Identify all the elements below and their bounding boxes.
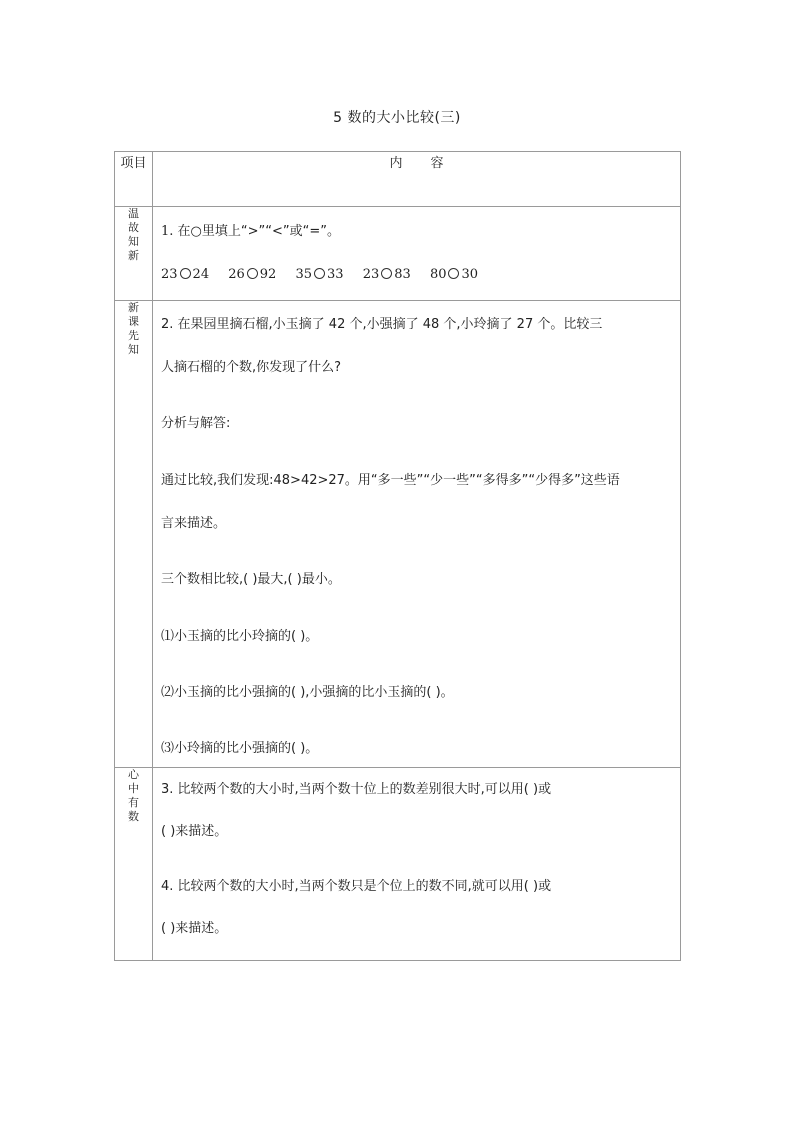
section-summary-content [153,768,681,961]
question-1-number: 1. [161,224,174,239]
section-summary-label [115,768,153,961]
comparison-row [161,267,672,282]
pair-2-right: 92 [259,267,277,282]
page-title: 5 数的大小比较(三) [333,110,461,126]
pair-1-right: 24 [192,267,210,282]
pair-3-right: 33 [327,267,344,282]
question-1 [161,220,672,239]
pair-4-left: 23 [362,267,380,282]
header-content-label: 内容 [389,156,472,171]
section-new-lesson-label [115,301,153,768]
answer-circle-2[interactable] [247,268,258,279]
question-3-line-1: 3. 比较两个数的大小时,当两个数十位上的数差别很大时,可以用( )或 [161,782,552,797]
pair-3-left: 35 [295,267,313,282]
section-review-label [115,207,153,301]
comparison-pair-5 [430,267,478,282]
header-content [153,152,681,207]
pair-1-left: 23 [161,267,178,282]
worksheet-table [114,151,681,961]
question-4-line-2: ( )来描述。 [161,921,228,936]
table-header-row [115,152,681,207]
answer-circle-5[interactable] [448,268,459,279]
discovery-line-2: 言来描述。 [161,516,227,531]
question-2-line-1: 2. 在果园里摘石榴,小玉摘了 42 个,小强摘了 48 个,小玲摘了 27 个。比较三 [161,317,603,332]
sub-question-1: ⑴小玉摘的比小玲摘的( )。 [161,629,319,644]
answer-circle-3[interactable] [314,268,325,279]
pair-5-right: 30 [461,267,479,282]
answer-circle-1[interactable] [180,268,191,279]
sub-question-2: ⑵小玉摘的比小强摘的( ),小强摘的比小玉摘的( )。 [161,685,454,700]
section-review-label-text: 温故知新 [128,207,139,262]
section-review-content [153,207,681,301]
pair-5-left: 80 [429,267,447,282]
comparison-pair-1 [161,267,209,282]
sub-question-3: ⑶小玲摘的比小强摘的( )。 [161,741,319,756]
section-review-row [115,207,681,301]
pair-4-right: 83 [394,267,411,282]
answer-circle-4[interactable] [381,268,392,279]
comparison-pair-4 [363,267,411,282]
comparison-pair-2 [228,267,276,282]
header-item: 项目 [115,152,153,207]
analysis-heading: 分析与解答: [161,416,231,431]
section-summary-label-text: 心中有数 [128,768,139,823]
discovery-line-1: 通过比较,我们发现:48>42>27。用“多一些”“少一些”“多得多”“少得多”这些语 [161,473,620,488]
pair-2-left: 26 [228,267,245,282]
section-new-lesson-row [115,301,681,768]
question-1-text: 在○里填上“>”“<”或“=”。 [177,224,340,239]
question-4-line-1: 4. 比较两个数的大小时,当两个数只是个位上的数不同,就可以用( )或 [161,879,552,894]
question-3-line-2: ( )来描述。 [161,824,228,839]
section-new-lesson-content [153,301,681,768]
section-summary-row [115,768,681,961]
question-2-line-2: 人摘石榴的个数,你发现了什么? [161,360,342,375]
compare-three-numbers: 三个数相比较,( )最大,( )最小。 [161,572,341,587]
section-new-lesson-label-text: 新课先知 [128,301,139,356]
comparison-pair-3 [295,267,343,282]
